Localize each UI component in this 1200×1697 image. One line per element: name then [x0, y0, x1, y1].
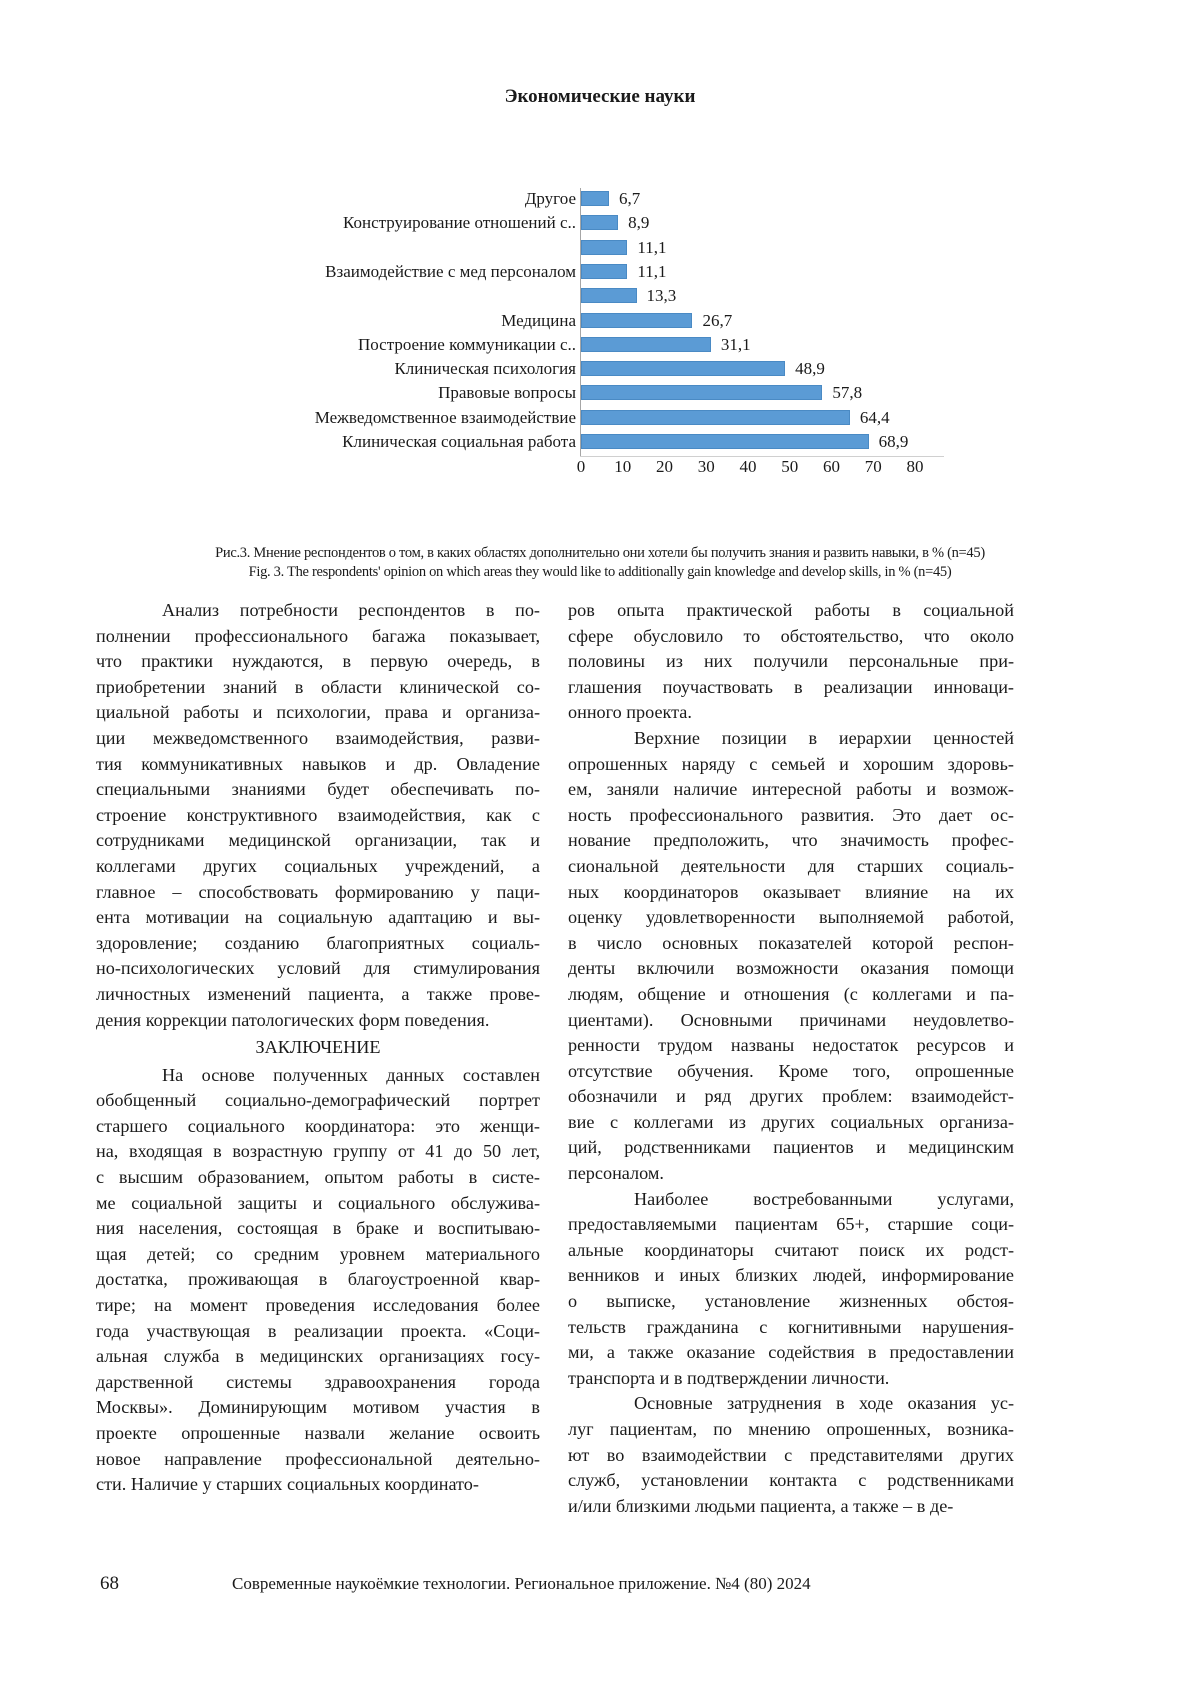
- text-line: с высшим образованием, опытом работы в систе-: [96, 1167, 540, 1188]
- x-tick-label: 70: [864, 457, 882, 476]
- text-line: луг пациентам, по мнению опрошенных, возника-: [568, 1419, 1014, 1439]
- text-line: альная служба в медицинских организациях госу-: [96, 1346, 540, 1367]
- bar-row: [200, 186, 960, 213]
- text-line: ций, родственниками пациентов и медицинским: [568, 1137, 1014, 1158]
- bar-row: [200, 259, 960, 286]
- bar: [581, 288, 637, 303]
- text-line: сфере обусловило то обстоятельство, что около: [568, 625, 1014, 646]
- bar-row: [200, 235, 960, 262]
- text-line: ме социальной защиты и социального обслужива-: [96, 1192, 540, 1213]
- bar: [581, 434, 869, 449]
- text-line: коллегами других социальных учреждений, а: [96, 855, 540, 876]
- data-label: 57,8: [832, 383, 863, 403]
- x-tick-label: 80: [906, 457, 924, 476]
- category-label: Медицина: [501, 310, 576, 330]
- x-tick-label: 60: [823, 457, 840, 476]
- text-line: опрошенных наряду с семьей и хорошим здоровь-: [568, 753, 1014, 774]
- text-line: ренности трудом названы недостаток ресурсов и: [568, 1035, 1014, 1056]
- section-heading-conclusion: ЗАКЛЮЧЕНИЕ: [255, 1037, 381, 1058]
- text-line: предоставляемыми пациентам 65+, старшие соци-: [568, 1214, 1014, 1235]
- text-line: в число основных показателей которой респон-: [568, 932, 1014, 953]
- category-label: Клиническая социальная работа: [342, 432, 576, 451]
- text-line: обобщенный социально-демографический портрет: [96, 1090, 540, 1111]
- text-line: циентами). Основными причинами неудовлетво-: [568, 1009, 1014, 1030]
- text-line: альные координаторы считают поиск их родст-: [568, 1239, 1014, 1260]
- data-label: 6,7: [618, 189, 641, 208]
- x-tick-label: 10: [614, 457, 632, 476]
- bar: [581, 264, 627, 279]
- text-line: главное – способствовать формированию у паци-: [96, 881, 540, 902]
- bar: [581, 410, 850, 425]
- left-column: [96, 598, 540, 1498]
- text-line: служб, установлении контакта с родственниками: [568, 1470, 1014, 1491]
- category-label: Клиническая психология: [394, 359, 576, 379]
- paragraph-conclusion: [96, 1063, 540, 1498]
- text-line: тире; на момент проведения исследования более: [96, 1295, 540, 1316]
- text-line: ность профессионального развития. Это дает ос-: [568, 804, 1014, 825]
- text-line: персоналом.: [568, 1163, 664, 1184]
- text-line: ента мотивации на социальную адаптацию и вы-: [96, 907, 540, 928]
- bar: [581, 361, 785, 376]
- text-line: глашения поучаствовать в реализации инноваци-: [568, 676, 1014, 697]
- text-line: щая детей; со средним уровнем материального: [96, 1243, 540, 1264]
- text-line: На основе полученных данных составлен: [162, 1064, 540, 1085]
- text-line: Анализ потребности респондентов в по-: [162, 600, 540, 620]
- text-line: сти. Наличие у старших социальных координато-: [96, 1474, 479, 1495]
- text-line: новое направление профессиональной деятельно-: [96, 1448, 540, 1469]
- text-line: ных координаторов оказывает влияние на их: [568, 881, 1014, 902]
- text-line: проекте опрошенные назвали желание освоить: [96, 1423, 540, 1443]
- data-label: 64,4: [859, 407, 890, 427]
- category-label: Взаимодействие с мед персоналом: [325, 261, 576, 281]
- paragraph-services: [568, 1187, 1014, 1392]
- bar: [581, 385, 822, 400]
- text-line: ем, заняли наличие интересной работы и возмож-: [568, 779, 1014, 800]
- text-line: циальной работы и психологии, права и организа-: [96, 702, 540, 723]
- paragraph-difficulties: [568, 1391, 1014, 1519]
- text-line: дарственной системы здравоохранения города: [96, 1371, 540, 1392]
- bar-row: [200, 429, 960, 456]
- text-line: дения коррекции патологических форм поведения.: [96, 1009, 490, 1030]
- text-line: Москвы». Доминирующим мотивом участия в: [96, 1397, 540, 1418]
- text-line: полнении профессионального багажа показывает,: [96, 625, 540, 646]
- page-number: 68: [100, 1573, 119, 1594]
- x-tick-label: 0: [576, 457, 586, 476]
- bar-row: [200, 283, 960, 310]
- text-line: и/или близкими людьми пациента, а также – в де-: [568, 1495, 954, 1516]
- data-label: 11,1: [637, 261, 667, 281]
- journal-title: Современные наукоёмкие технологии. Региональное приложение. №4 (80) 2024: [232, 1574, 811, 1593]
- category-label: Конструирование отношений с..: [342, 213, 576, 233]
- bar: [581, 215, 618, 230]
- x-tick-label: 50: [781, 457, 799, 476]
- x-axis-line: [580, 456, 944, 457]
- category-label: Межведомственное взаимодействие: [314, 407, 576, 427]
- x-tick-label: 20: [656, 457, 673, 476]
- text-line: Основные затруднения в ходе оказания ус-: [634, 1393, 1014, 1414]
- bar: [581, 337, 711, 352]
- bar: [581, 191, 609, 206]
- text-line: половины из них получили персональные при-: [568, 651, 1014, 672]
- bar-row: [200, 405, 960, 432]
- text-line: ции межведомственного взаимодействия, разви-: [96, 727, 540, 748]
- figure-caption-ru: Рис.3. Мнение респондентов о том, в каких областях дополнительно они хотели бы получить знания и развить навыки, в % (n=45): [215, 545, 985, 561]
- text-line: что практики нуждаются, в первую очередь, в: [96, 651, 540, 672]
- data-label: 48,9: [795, 359, 825, 379]
- text-line: отсутствие обучения. Кроме того, опрошенные: [568, 1060, 1014, 1081]
- text-line: старшего социального координатора: это женщи-: [96, 1115, 540, 1136]
- data-label: 68,9: [878, 432, 909, 451]
- category-label: Правовые вопросы: [438, 383, 576, 403]
- text-line: но-психологических условий для стимулирования: [96, 958, 540, 979]
- right-column: [568, 598, 1014, 1519]
- text-line: достатка, проживающая в благоустроенной квар-: [96, 1269, 540, 1290]
- text-line: венников и иных близких людей, информирование: [568, 1265, 1014, 1286]
- text-line: сиональной деятельности для старших социаль-: [568, 855, 1014, 876]
- text-line: тия коммуникативных навыков и др. Овладение: [96, 753, 540, 774]
- bar-row: [200, 210, 960, 237]
- text-line: вие с коллегами из других социальных организа-: [568, 1111, 1014, 1132]
- paragraph-experience: [568, 598, 1014, 726]
- text-line: денты включили возможности оказания помощи: [568, 958, 1014, 979]
- data-label: 8,9: [628, 213, 650, 233]
- bar: [581, 240, 627, 255]
- data-label: 31,1: [720, 334, 751, 354]
- text-line: людям, общение и отношения (с коллегами и па-: [568, 983, 1014, 1004]
- text-line: нование предположить, что значимость профес-: [568, 830, 1014, 851]
- category-label: Другое: [524, 189, 576, 208]
- bar: [581, 313, 692, 328]
- text-line: личностных изменений пациента, а также прове-: [96, 983, 540, 1004]
- text-line: на, входящая в возрастную группу от 41 до 50 лет,: [96, 1141, 540, 1162]
- category-label: Построение коммуникации с..: [357, 334, 576, 354]
- text-line: оценку удовлетворенности выполняемой работой,: [568, 907, 1014, 928]
- text-line: о выписке, установление жизненных обстоя-: [568, 1291, 1014, 1312]
- section-title: Экономические науки: [504, 86, 696, 107]
- text-line: тельств гражданина с когнитивными нарушения-: [568, 1316, 1014, 1337]
- text-line: строение конструктивного взаимодействия, как с: [96, 804, 540, 825]
- x-tick-label: 30: [697, 457, 715, 476]
- text-line: ров опыта практической работы в социальной: [568, 600, 1014, 620]
- text-line: специальными знаниями будет обеспечивать по-: [96, 779, 540, 800]
- data-label: 11,1: [637, 237, 667, 257]
- bar-row: [200, 332, 960, 359]
- text-line: онного проекта.: [568, 702, 692, 723]
- bar-row: [200, 356, 960, 383]
- bar-row: [200, 308, 960, 335]
- text-line: Наиболее востребованными услугами,: [634, 1188, 1014, 1209]
- text-line: ми, а также оказание содействия в предоставлении: [568, 1342, 1014, 1363]
- data-label: 26,7: [702, 310, 733, 330]
- text-line: ют во взаимодействии с представителями других: [568, 1444, 1014, 1465]
- figure-caption-en: Fig. 3. The respondents' opinion on which areas they would like to additionally gain knowledge and develop skills, in % (n=45): [248, 564, 952, 580]
- bar-row: [200, 380, 960, 407]
- text-line: года участвующая в реализации проекта. «Соци-: [96, 1320, 540, 1341]
- x-tick-label: 40: [739, 457, 757, 476]
- text-line: Верхние позиции в иерархии ценностей: [634, 727, 1014, 748]
- paragraph-values: [568, 726, 1014, 1187]
- text-line: приобретении знаний в области клинической со-: [96, 676, 540, 697]
- bar-chart: [200, 180, 960, 520]
- text-line: здоровление; созданию благоприятных социаль-: [96, 932, 540, 953]
- text-line: сотрудниками медицинской организации, так и: [96, 830, 540, 851]
- text-line: ния населения, состоящая в браке и воспитываю-: [96, 1218, 540, 1239]
- text-line: транспорта и в подтверждении личности.: [568, 1367, 890, 1388]
- paragraph-analysis: [96, 598, 540, 1033]
- data-label: 13,3: [646, 286, 677, 306]
- text-line: обозначили и ряд других проблем: взаимодейст-: [568, 1086, 1014, 1107]
